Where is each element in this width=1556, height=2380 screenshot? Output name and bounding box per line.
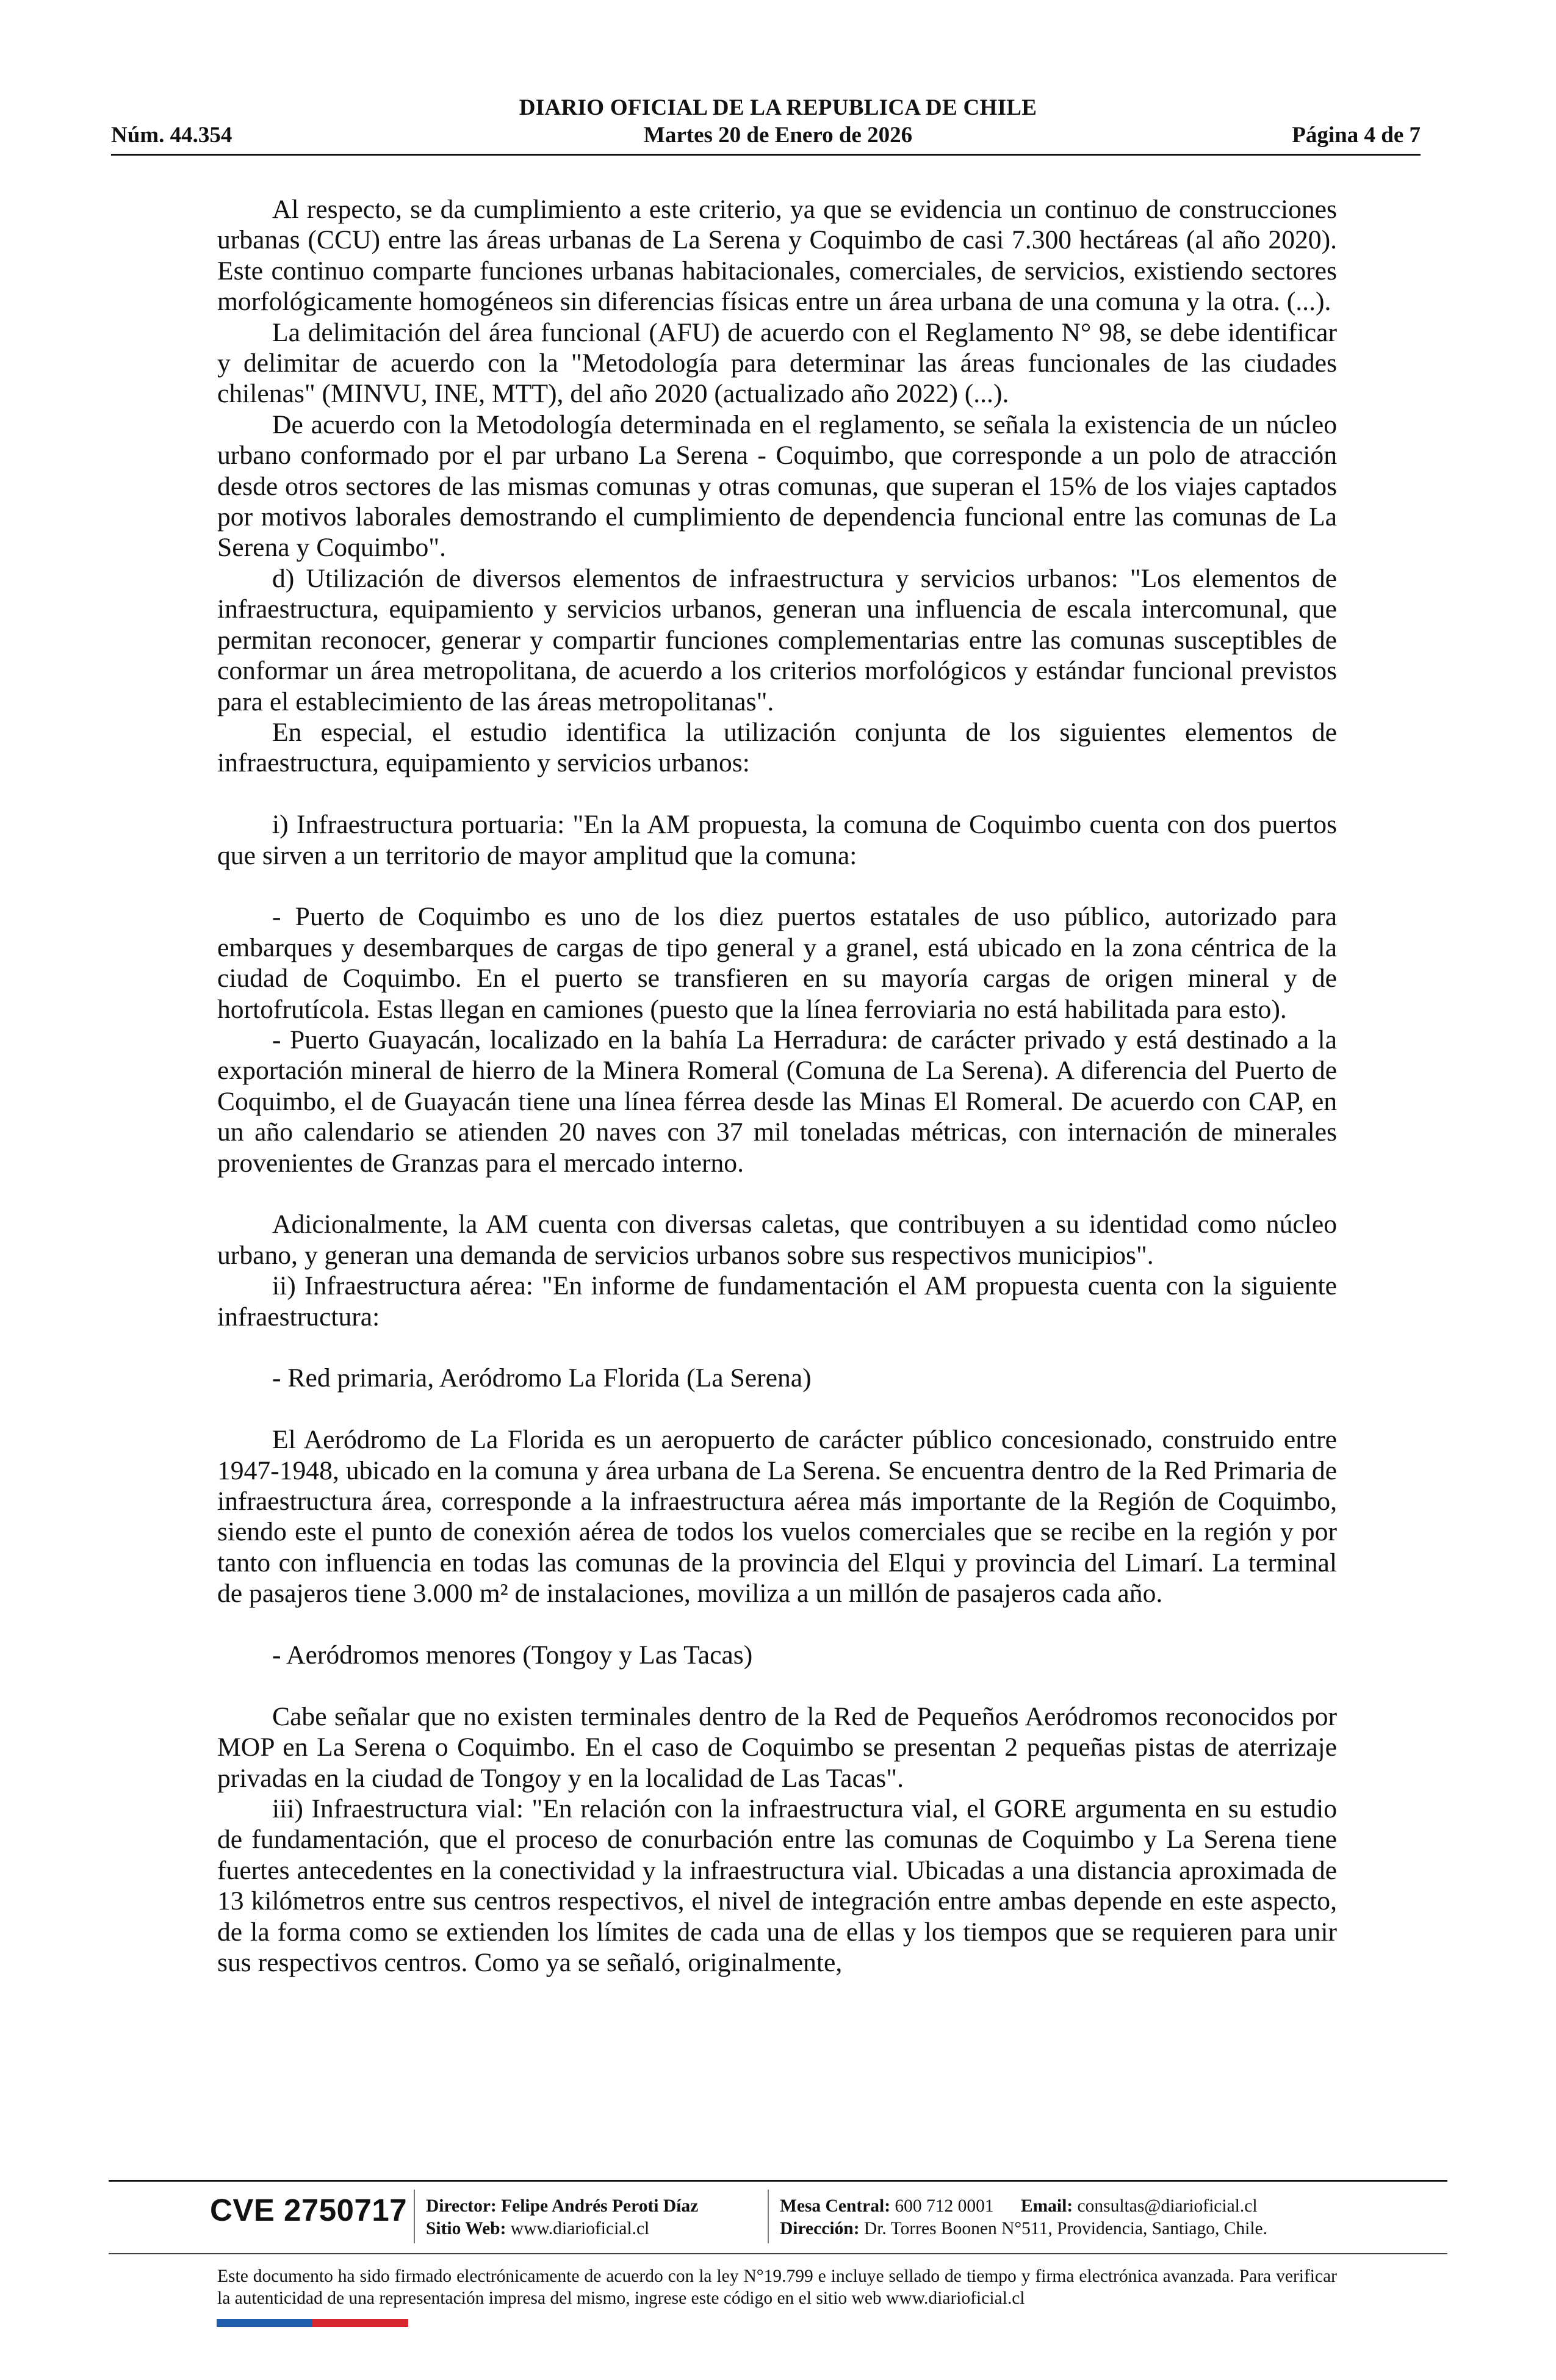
paragraph: Adicionalmente, la AM cuenta con diversas caletas, que contribuyen a su identidad como núcleo urbano, y generan una demanda de servicios urbanos sobre sus respectivos municipios". [217,1210,1337,1270]
paragraph: Cabe señalar que no existen terminales dentro de la Red de Pequeños Aeródromos reconocidos por MOP en La Serena o Coquimbo. En el caso de Coquimbo se presentan 2 pequeñas pistas de aterrizaje privadas en la ciudad de Tongoy y en la localidad de Las Tacas". [217,1701,1337,1793]
address-label: Dirección: [780,2219,860,2238]
director-name: Felipe Andrés Peroti Díaz [501,2196,699,2216]
cve-code: CVE 2750717 [210,2193,408,2227]
paragraph: - Red primaria, Aeródromo La Florida (La Serena) [272,1363,812,1393]
document-body [217,194,1337,1978]
paragraph: En especial, el estudio identifica la utilización conjunta de los siguientes elementos de infraestructura, equipamiento y servicios urbanos: [217,717,1337,778]
flag-blue-segment [217,2319,312,2327]
paragraph: Al respecto, se da cumplimiento a este criterio, ya que se evidencia un continuo de construcciones urbanas (CCU) entre las áreas urbanas de La Serena y Coquimbo de casi 7.300 hectáreas (al año 2020). Este continuo comparte funciones urbanas habitacionales, comerciales, de servicios, existiendo sectores morfológicamente homogéneos sin diferencias físicas entre un área urbana de una comuna y la otra. (...). [217,195,1337,317]
paragraph: El Aeródromo de La Florida es un aeropuerto de carácter público concesionado, construido entre 1947-1948, ubicado en la comuna y área urbana de La Serena. Se encuentra dentro de la Red Primaria de infraestructura área, corresponde a la infraestructura aérea más importante de la Región de Coquimbo, siendo este el punto de conexión aérea de todos los vuelos comerciales que se recibe en la región y por tanto con influencia en todas las comunas de la provincia del Elqui y provincia del Limarí. La terminal de pasajeros tiene 3.000 m² de instalaciones, moviliza a un millón de pasajeros cada año. [217,1425,1337,1609]
paragraph: d) Utilización de diversos elementos de infraestructura y servicios urbanos: "Los elementos de infraestructura, equipamiento y servicios urbanos, generan una influencia de escala intercomunal, que permitan reconocer, generar y compartir funciones complementarias entre las comunas susceptibles de conformar un área metropolitana, de acuerdo a los criterios morfológicos y estándar funcional previstos para el establecimiento de las áreas metropolitanas". [217,563,1337,716]
footer-divider-top [109,2180,1447,2182]
paragraph: - Aeródromos menores (Tongoy y Las Tacas) [272,1640,753,1670]
paragraph: i) Infraestructura portuaria: "En la AM propuesta, la comuna de Coquimbo cuenta con dos puertos que sirven a un territorio de mayor amplitud que la comuna: [217,810,1337,870]
mesa-phone: 600 712 0001 [895,2196,994,2216]
flag-stripe [217,2319,408,2327]
footer-address [780,2218,1267,2240]
footer-website [426,2218,649,2240]
website-label: Sitio Web: [426,2219,506,2238]
signature-notice: Este documento ha sido firmado electrónicamente de acuerdo con la ley N°19.799 e incluye sellado de tiempo y firma electrónica avanzada. Para verificar la autenticidad de una representación impresa del mismo, ingrese este código en el sitio web www.diarioficial.cl [217,2266,1337,2308]
issue-date: Martes 20 de Enero de 2026 [643,123,913,148]
header-divider [111,154,1421,156]
address-value: Dr. Torres Boonen N°511, Providencia, Santiago, Chile. [863,2219,1268,2238]
email-link[interactable]: consultas@diarioficial.cl [1077,2196,1258,2216]
issue-number: Núm. 44.354 [111,123,232,148]
footer-contact [780,2195,1258,2218]
paragraph: ii) Infraestructura aérea: "En informe de fundamentación el AM propuesta cuenta con la siguiente infraestructura: [217,1271,1337,1332]
footer-separator [768,2190,769,2243]
footer-divider-bottom [109,2253,1447,2254]
publication-title: DIARIO OFICIAL DE LA REPUBLICA DE CHILE [519,95,1037,120]
mesa-label: Mesa Central: [780,2196,891,2216]
paragraph: La delimitación del área funcional (AFU) de acuerdo con el Reglamento N° 98, se debe identificar y delimitar de acuerdo con la "Metodología para determinar las áreas funcionales de las ciudades chilenas" (MINVU, INE, MTT), del año 2020 (actualizado año 2022) (...). [217,317,1337,409]
paragraph: De acuerdo con la Metodología determinada en el reglamento, se señala la existencia de un núcleo urbano conformado por el par urbano La Serena - Coquimbo, que corresponde a un polo de atracción desde otros sectores de las mismas comunas y otras comunas, que superan el 15% de los viajes captados por motivos laborales demostrando el cumplimiento de dependencia funcional entre las comunas de La Serena y Coquimbo". [217,409,1337,563]
email-label: Email: [1020,2196,1073,2216]
website-link[interactable]: www.diarioficial.cl [510,2219,650,2238]
paragraph: iii) Infraestructura vial: "En relación con la infraestructura vial, el GORE argumenta en su estudio de fundamentación, que el proceso de conurbación entre las comunas de Coquimbo y La Serena tiene fuertes antecedentes en la conectividad y la infraestructura vial. Ubicadas a una distancia aproximada de 13 kilómetros entre sus centros respectivos, el nivel de integración entre ambas depende en este aspecto, de la forma como se extienden los límites de cada una de ellas y los tiempos que se requieren para unir sus respectivos centros. Como ya se señaló, originalmente, [217,1794,1337,1978]
paragraph: - Puerto Guayacán, localizado en la bahía La Herradura: de carácter privado y está destinado a la exportación mineral de hierro de la Minera Romeral (Comuna de La Serena). A diferencia del Puerto de Coquimbo, el de Guayacán tiene una línea férrea desde las Minas El Romeral. De acuerdo con CAP, en un año calendario se atienden 20 naves con 37 mil toneladas métricas, con internación de minerales provenientes de Granzas para el mercado interno. [217,1025,1337,1178]
director-label: Director: [426,2196,497,2216]
flag-red-segment [312,2319,408,2327]
footer-separator [414,2190,415,2243]
footer-director [426,2195,698,2218]
paragraph: - Puerto de Coquimbo es uno de los diez puertos estatales de uso público, autorizado para embarques y desembarques de cargas de tipo general y a granel, está ubicado en la zona céntrica de la ciudad de Coquimbo. En el puerto se transfieren en su mayoría cargas de origen mineral y de hortofrutícola. Estas llegan en camiones (puesto que la línea ferroviaria no está habilitada para esto). [217,902,1337,1024]
page-indicator: Página 4 de 7 [1292,123,1421,148]
